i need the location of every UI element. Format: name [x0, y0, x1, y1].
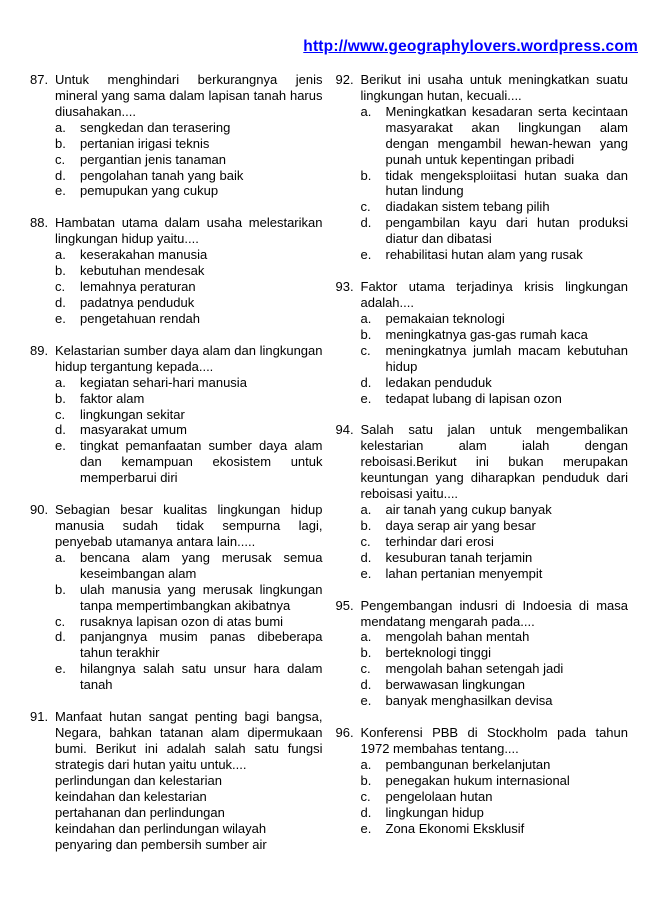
- option-letter: c.: [55, 613, 66, 629]
- option-row: [336, 789, 629, 805]
- question-number: 94.: [335, 422, 354, 438]
- right-column: [336, 72, 629, 853]
- option-letter: a.: [360, 756, 372, 772]
- option-row: [336, 104, 629, 168]
- option-row: [30, 661, 323, 693]
- option-text: keserakahan manusia: [80, 247, 208, 263]
- option-row: [30, 136, 323, 152]
- option-text: pertanian irigasi teknis: [80, 135, 210, 151]
- option-letter: e.: [360, 693, 372, 709]
- options-list: [30, 375, 323, 486]
- option-row: [336, 629, 629, 645]
- option-row: [30, 183, 323, 199]
- option-text: kebutuhan mendesak: [80, 263, 205, 279]
- question-number: 95.: [335, 597, 354, 613]
- option-row: [336, 199, 629, 215]
- option-text: mengolah bahan mentah: [385, 629, 530, 645]
- option-letter: e.: [55, 183, 66, 199]
- question-text: Manfaat hutan sangat penting bagi bangsa, Negara, bahkan tatanan alam dipermukaan bumi. Berikut ini adalah salah satu fungsi strategis dari hutan yaitu untuk....: [55, 709, 323, 772]
- option-letter: b.: [55, 581, 66, 597]
- question-text: Hambatan utama dalam usaha melestarikan lingkungan hidup yaitu....: [55, 215, 323, 247]
- option-letter: d.: [360, 374, 372, 390]
- option-row: [30, 550, 323, 582]
- option-row: [336, 661, 629, 677]
- option-text: keindahan dan kelestarian: [55, 788, 207, 804]
- option-row: [30, 582, 323, 614]
- option-row: [336, 311, 629, 327]
- option-text: padatnya penduduk: [80, 294, 195, 310]
- option-text: pemupukan yang cukup: [80, 183, 219, 199]
- option-row: [30, 263, 323, 279]
- question-row: [30, 709, 323, 773]
- question-text: Konferensi PBB di Stockholm pada tahun 1972 membahas tentang....: [360, 725, 628, 757]
- option-text: rehabilitasi hutan alam yang rusak: [385, 247, 583, 263]
- option-letter: a.: [360, 103, 372, 119]
- question-row: [30, 343, 323, 375]
- question-text: Salah satu jalan untuk mengembalikan kelestarian alam ialah dengan reboisasi.Berikut ini bukan merupakan keuntungan yang diharapkan penduduk dari reboisasi yaitu....: [360, 422, 628, 502]
- option-letter: d.: [55, 629, 66, 645]
- option-row: [336, 502, 629, 518]
- option-row: [336, 566, 629, 582]
- question-block: [30, 343, 323, 486]
- option-text: pengelolaan hutan: [385, 788, 493, 804]
- option-text: Zona Ekonomi Eksklusif: [385, 820, 525, 836]
- question-text: Pengembangan indusri di Indoesia di masa mendatang mengarah pada....: [360, 597, 628, 629]
- question-row: [30, 215, 323, 247]
- option-text: pembangunan berkelanjutan: [385, 756, 551, 772]
- question-number: 92.: [335, 71, 354, 87]
- option-letter: d.: [360, 549, 372, 565]
- question-block: [336, 598, 629, 709]
- option-letter: d.: [360, 677, 372, 693]
- question-number: 90.: [30, 502, 49, 518]
- option-text: pertahanan dan perlindungan: [55, 804, 225, 820]
- option-text: sengkedan dan terasering: [80, 119, 231, 135]
- option-letter: c.: [360, 661, 371, 677]
- question-block: [30, 502, 323, 693]
- option-letter: c.: [55, 151, 66, 167]
- option-letter: e.: [360, 247, 372, 263]
- option-letter: a.: [55, 247, 66, 263]
- option-text: pengetahuan rendah: [80, 310, 201, 326]
- option-letter: a.: [55, 374, 66, 390]
- option-letter: e.: [360, 390, 372, 406]
- option-row: [30, 168, 323, 184]
- option-text: pengambilan kayu dari hutan produksi diatur dan dibatasi: [385, 215, 628, 247]
- question-row: [30, 502, 323, 550]
- option-letter: d.: [360, 804, 372, 820]
- question-block: [336, 725, 629, 836]
- option-row: [336, 645, 629, 661]
- option-text: pergantian jenis tanaman: [80, 151, 226, 167]
- option-row: [30, 789, 323, 805]
- option-row: [30, 614, 323, 630]
- question-block: [336, 279, 629, 406]
- question-text: Sebagian besar kualitas lingkungan hidup manusia sudah tidak sempurna lagi, penyebab utamanya antara lain.....: [55, 502, 323, 549]
- option-letter: e.: [55, 310, 66, 326]
- option-row: [30, 295, 323, 311]
- option-row: [336, 343, 629, 375]
- option-letter: b.: [55, 135, 66, 151]
- question-row: [336, 598, 629, 630]
- options-list: [30, 120, 323, 200]
- option-letter: a.: [360, 502, 372, 518]
- option-letter: c.: [55, 279, 66, 295]
- option-letter: c.: [55, 406, 66, 422]
- option-text: ledakan penduduk: [385, 374, 492, 390]
- option-letter: b.: [55, 390, 66, 406]
- option-text: perlindungan dan kelestarian: [55, 772, 222, 788]
- option-row: [336, 821, 629, 837]
- option-row: [336, 805, 629, 821]
- left-column: [30, 72, 323, 868]
- option-row: [30, 120, 323, 136]
- option-text: terhindar dari erosi: [385, 533, 494, 549]
- option-row: [30, 422, 323, 438]
- option-letter: b.: [360, 326, 372, 342]
- option-row: [336, 757, 629, 773]
- option-row: [30, 247, 323, 263]
- option-row: [30, 375, 323, 391]
- question-columns: [30, 72, 628, 868]
- option-row: [30, 407, 323, 423]
- option-text: lahan pertanian menyempit: [385, 565, 543, 581]
- option-text: keindahan dan perlindungan wilayah: [55, 820, 267, 836]
- option-text: lingkungan hidup: [385, 804, 484, 820]
- question-row: [336, 72, 629, 104]
- option-letter: b.: [360, 167, 372, 183]
- option-letter: c.: [360, 788, 371, 804]
- option-row: [336, 391, 629, 407]
- option-letter: d.: [55, 167, 66, 183]
- option-row: [336, 534, 629, 550]
- option-row: [336, 327, 629, 343]
- option-row: [336, 518, 629, 534]
- options-list: [30, 550, 323, 693]
- question-text: Faktor utama terjadinya krisis lingkungan adalah....: [360, 279, 628, 310]
- question-row: [336, 422, 629, 502]
- option-text: diadakan sistem tebang pilih: [385, 199, 550, 215]
- question-number: 89.: [30, 342, 49, 358]
- question-number: 87.: [30, 71, 49, 87]
- option-row: [30, 805, 323, 821]
- question-number: 88.: [30, 215, 49, 231]
- option-text: meningkatnya jumlah macam kebutuhan hidup: [385, 342, 628, 374]
- question-row: [336, 725, 629, 757]
- option-row: [30, 629, 323, 661]
- option-text: pengolahan tanah yang baik: [80, 167, 244, 183]
- page-header: [30, 38, 638, 57]
- option-row: [336, 247, 629, 263]
- question-text: Untuk menghindari berkurangnya jenis mineral yang sama dalam lapisan tanah harus diusahakan....: [55, 71, 323, 119]
- option-text: ulah manusia yang merusak lingkungan tanpa mempertimbangkan akibatnya: [80, 581, 323, 613]
- option-row: [30, 438, 323, 486]
- option-text: air tanah yang cukup banyak: [385, 502, 552, 518]
- option-letter: e.: [55, 438, 66, 454]
- option-letter: e.: [55, 661, 66, 677]
- option-text: kegiatan sehari-hari manusia: [80, 374, 247, 390]
- option-text: berwawasan lingkungan: [385, 677, 525, 693]
- option-letter: a.: [55, 549, 66, 565]
- question-text: Berikut ini usaha untuk meningkatkan suatu lingkungan hutan, kecuali....: [360, 71, 628, 103]
- option-text: masyarakat umum: [80, 422, 187, 438]
- option-row: [336, 375, 629, 391]
- option-letter: d.: [55, 422, 66, 438]
- option-letter: d.: [55, 294, 66, 310]
- option-row: [336, 693, 629, 709]
- option-text: bencana alam yang merusak semua keseimbangan alam: [80, 549, 323, 581]
- option-row: [336, 168, 629, 200]
- option-letter: c.: [360, 342, 371, 358]
- options-list: [336, 311, 629, 407]
- option-letter: c.: [360, 533, 371, 549]
- option-text: meningkatnya gas-gas rumah kaca: [385, 326, 588, 342]
- option-text: banyak menghasilkan devisa: [385, 693, 553, 709]
- option-row: [30, 311, 323, 327]
- option-letter: e.: [360, 565, 372, 581]
- option-text: daya serap air yang besar: [385, 517, 536, 533]
- option-text: tedapat lubang di lapisan ozon: [385, 390, 562, 406]
- question-block: [336, 72, 629, 263]
- option-row: [30, 391, 323, 407]
- option-text: hilangnya salah satu unsur hara dalam tanah: [80, 661, 323, 693]
- option-text: berteknologi tinggi: [385, 645, 492, 661]
- option-letter: b.: [55, 263, 66, 279]
- option-text: pemakaian teknologi: [385, 310, 505, 326]
- option-letter: c.: [360, 199, 371, 215]
- question-number: 91.: [30, 709, 49, 725]
- option-letter: b.: [360, 772, 372, 788]
- option-letter: e.: [360, 820, 372, 836]
- question-block: [30, 215, 323, 326]
- option-text: lemahnya peraturan: [80, 279, 196, 295]
- option-text: tingkat pemanfaatan sumber daya alam dan kemampuan ekosistem untuk memperbarui diri: [80, 438, 323, 486]
- options-list: [336, 104, 629, 263]
- option-letter: a.: [55, 119, 66, 135]
- option-letter: d.: [360, 215, 372, 231]
- option-letter: b.: [360, 517, 372, 533]
- question-block: [30, 72, 323, 199]
- question-block: [30, 709, 323, 852]
- option-letter: a.: [360, 629, 372, 645]
- option-row: [30, 837, 323, 853]
- question-number: 96.: [335, 725, 354, 741]
- question-block: [336, 422, 629, 581]
- option-row: [30, 821, 323, 837]
- options-list: [336, 629, 629, 709]
- options-list: [336, 502, 629, 582]
- option-letter: a.: [360, 310, 372, 326]
- options-list: [30, 247, 323, 327]
- option-row: [336, 550, 629, 566]
- option-text: kesuburan tanah terjamin: [385, 549, 533, 565]
- option-text: lingkungan sekitar: [80, 406, 185, 422]
- question-row: [30, 72, 323, 120]
- option-text: tidak mengeksploiitasi hutan suaka dan hutan lindung: [385, 167, 628, 199]
- option-text: penyaring dan pembersih sumber air: [55, 836, 267, 852]
- options-list: [30, 773, 323, 853]
- option-text: panjangnya musim panas dibeberapa tahun terakhir: [80, 629, 323, 661]
- option-row: [30, 773, 323, 789]
- question-number: 93.: [335, 279, 354, 295]
- option-text: penegakan hukum internasional: [385, 772, 570, 788]
- question-row: [336, 279, 629, 311]
- option-row: [336, 773, 629, 789]
- option-text: Meningkatkan kesadaran serta kecintaan masyarakat akan lingkungan alam dengan mengambil hewan-hewan yang punah untuk kepentingan pribadi: [385, 103, 628, 167]
- option-letter: b.: [360, 645, 372, 661]
- header-url-link[interactable]: http://www.geographylovers.wordpress.com: [303, 38, 638, 55]
- option-row: [336, 215, 629, 247]
- option-text: faktor alam: [80, 390, 145, 406]
- question-text: Kelastarian sumber daya alam dan lingkungan hidup tergantung kepada....: [55, 342, 323, 374]
- option-row: [30, 279, 323, 295]
- option-row: [30, 152, 323, 168]
- option-text: mengolah bahan setengah jadi: [385, 661, 564, 677]
- option-row: [336, 677, 629, 693]
- option-text: rusaknya lapisan ozon di atas bumi: [80, 613, 284, 629]
- options-list: [336, 757, 629, 837]
